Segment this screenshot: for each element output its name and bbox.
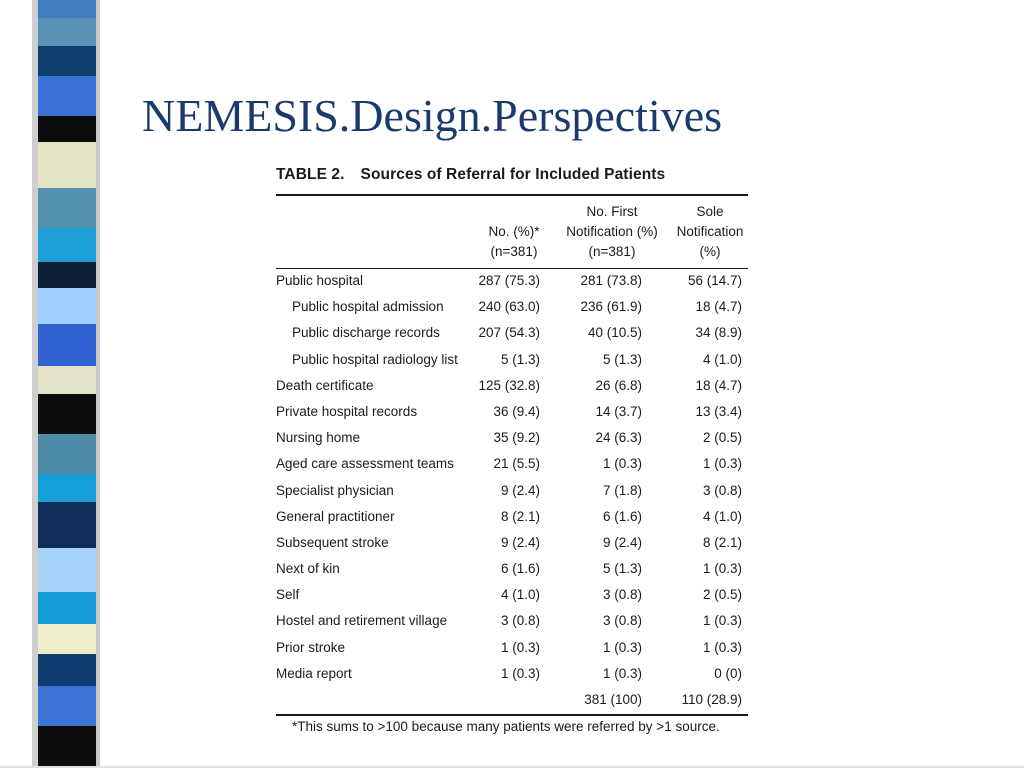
column-header-count <box>474 202 554 262</box>
table-cell: 110 (28.9) <box>681 692 742 707</box>
column-header-line: (n=381) <box>588 244 636 259</box>
table-bottom-rule <box>276 714 748 716</box>
table-cell: 5 (1.3) <box>602 351 642 367</box>
row-label: Public hospital admission <box>292 299 444 315</box>
table-caption-number: TABLE 2. <box>276 166 345 183</box>
stripe-edge <box>32 0 38 768</box>
table-cell: 381 (100) <box>584 692 642 707</box>
column-header-line: (n=381) <box>490 244 538 259</box>
table-cell: 207 (54.3) <box>478 325 540 341</box>
row-label: Media report <box>276 665 352 681</box>
table-cell: 125 (32.8) <box>478 377 540 393</box>
table-caption-text: Sources of Referral for Included Patients <box>360 166 666 183</box>
table-cell: 4 (1.0) <box>702 508 742 524</box>
stripe-band <box>32 116 96 142</box>
table-row <box>268 608 758 634</box>
table-cell: 21 (5.5) <box>493 456 540 472</box>
stripe-band <box>32 18 96 46</box>
table-cell: 1 (0.3) <box>702 613 742 629</box>
stripe-band <box>32 188 96 228</box>
table-cell: 1 (0.3) <box>602 639 642 655</box>
row-label: Nursing home <box>276 430 361 446</box>
table-cell: 34 (8.9) <box>695 325 742 341</box>
stripe-band <box>32 46 96 76</box>
table-cell: 3 (0.8) <box>602 587 642 603</box>
stripe-band <box>32 592 96 624</box>
row-label: Self <box>276 587 300 603</box>
table-row <box>268 425 758 451</box>
stripe-band <box>32 288 96 324</box>
table-cell: 2 (0.5) <box>702 430 742 446</box>
row-label: Private hospital records <box>276 403 418 419</box>
slide-title: NEMESIS.Design.Perspectives <box>142 90 723 141</box>
stripe-band <box>32 76 96 116</box>
table-cell: 1 (0.3) <box>500 665 540 681</box>
table-cell: 4 (1.0) <box>500 587 540 603</box>
row-label: Next of kin <box>276 561 340 577</box>
table-cell: 2 (0.5) <box>702 587 742 603</box>
column-header-sole-notification <box>670 202 750 262</box>
table-cell: 1 (0.3) <box>602 456 642 472</box>
table-cell: 8 (2.1) <box>500 508 540 524</box>
table-cell: 3 (0.8) <box>602 613 642 629</box>
table-row <box>268 399 758 425</box>
table-cell: 3 (0.8) <box>702 482 742 498</box>
table-cell: 7 (1.8) <box>602 482 642 498</box>
row-label: Death certificate <box>276 377 374 393</box>
column-header-line: Notification <box>676 224 744 239</box>
column-header-line: Notification (%) <box>566 224 658 239</box>
table-cell: 5 (1.3) <box>500 351 540 367</box>
table-cell: 18 (4.7) <box>695 377 742 393</box>
table-row <box>268 294 758 320</box>
table-cell: 9 (2.4) <box>500 534 540 550</box>
table-row <box>268 635 758 661</box>
stripe-band <box>32 0 96 18</box>
table-row <box>268 504 758 530</box>
table-cell: 36 (9.4) <box>493 403 540 419</box>
table-row <box>268 373 758 399</box>
table-row <box>268 320 758 346</box>
table-row <box>268 582 758 608</box>
column-header-first-notification <box>556 202 668 262</box>
stripe-band <box>32 262 96 288</box>
table-cell: 240 (63.0) <box>478 299 540 315</box>
table-cell: 26 (6.8) <box>595 377 642 393</box>
table-cell: 1 (0.3) <box>602 665 642 681</box>
table-row <box>268 478 758 504</box>
row-label: Prior stroke <box>276 639 346 655</box>
table-cell: 281 (73.8) <box>580 273 642 288</box>
table-cell: 13 (3.4) <box>695 403 742 419</box>
table-caption <box>276 166 665 184</box>
stripe-band <box>32 142 96 188</box>
table-cell: 18 (4.7) <box>695 299 742 315</box>
stripe-band <box>32 654 96 686</box>
table-top-rule <box>276 194 748 196</box>
row-label: Public discharge records <box>292 325 440 341</box>
row-label: Aged care assessment teams <box>276 456 454 472</box>
column-header-line: No. (%)* <box>488 224 540 239</box>
column-header-line: No. First <box>586 204 638 219</box>
stripe-band <box>32 624 96 654</box>
table-cell: 6 (1.6) <box>602 508 642 524</box>
row-label: General practitioner <box>276 508 395 524</box>
stripe-band <box>32 686 96 726</box>
table-cell: 4 (1.0) <box>702 351 742 367</box>
table-row <box>268 530 758 556</box>
table-cell: 1 (0.3) <box>500 639 540 655</box>
table-cell: 236 (61.9) <box>580 299 642 315</box>
column-header-line: Sole <box>696 204 724 219</box>
table-cell: 14 (3.7) <box>595 403 642 419</box>
table-cell: 9 (2.4) <box>602 534 642 550</box>
row-label: Specialist physician <box>276 482 394 498</box>
stripe-band <box>32 474 96 502</box>
column-header-line: (%) <box>699 244 721 259</box>
table-row <box>268 347 758 373</box>
table-row <box>268 268 758 294</box>
table-cell: 40 (10.5) <box>587 325 642 341</box>
stripe-band <box>32 324 96 366</box>
table-row <box>268 451 758 477</box>
table-footnote: *This sums to >100 because many patients were referred by >1 source. <box>292 719 720 734</box>
table-cell: 287 (75.3) <box>478 273 540 288</box>
stripe-band <box>32 726 96 768</box>
table-body <box>268 268 758 713</box>
stripe-band <box>32 548 96 592</box>
stripe-band <box>32 434 96 474</box>
table-cell: 1 (0.3) <box>702 456 742 472</box>
table-cell: 9 (2.4) <box>500 482 540 498</box>
row-label: Public hospital <box>276 273 364 288</box>
table-image <box>268 160 758 745</box>
table-cell: 0 (0) <box>714 665 742 681</box>
table-row <box>268 556 758 582</box>
table-cell: 1 (0.3) <box>702 561 742 577</box>
table-row <box>268 687 758 713</box>
table-cell: 56 (14.7) <box>687 273 742 288</box>
stripe-band <box>32 228 96 262</box>
table-cell: 5 (1.3) <box>602 561 642 577</box>
row-label: Subsequent stroke <box>276 534 389 550</box>
stripe-band <box>32 366 96 394</box>
stripe-band <box>32 502 96 548</box>
table-cell: 8 (2.1) <box>702 534 742 550</box>
table-row <box>268 661 758 687</box>
table-cell: 1 (0.3) <box>702 639 742 655</box>
column-header-line <box>474 202 554 222</box>
row-label: Hostel and retirement village <box>276 613 448 629</box>
table-cell: 3 (0.8) <box>500 613 540 629</box>
stripe-band <box>32 394 96 434</box>
table-cell: 24 (6.3) <box>595 430 642 446</box>
table-cell: 6 (1.6) <box>500 561 540 577</box>
decorative-color-stripe <box>32 0 96 768</box>
table-cell: 35 (9.2) <box>493 430 540 446</box>
row-label: Public hospital radiology list <box>292 351 458 367</box>
